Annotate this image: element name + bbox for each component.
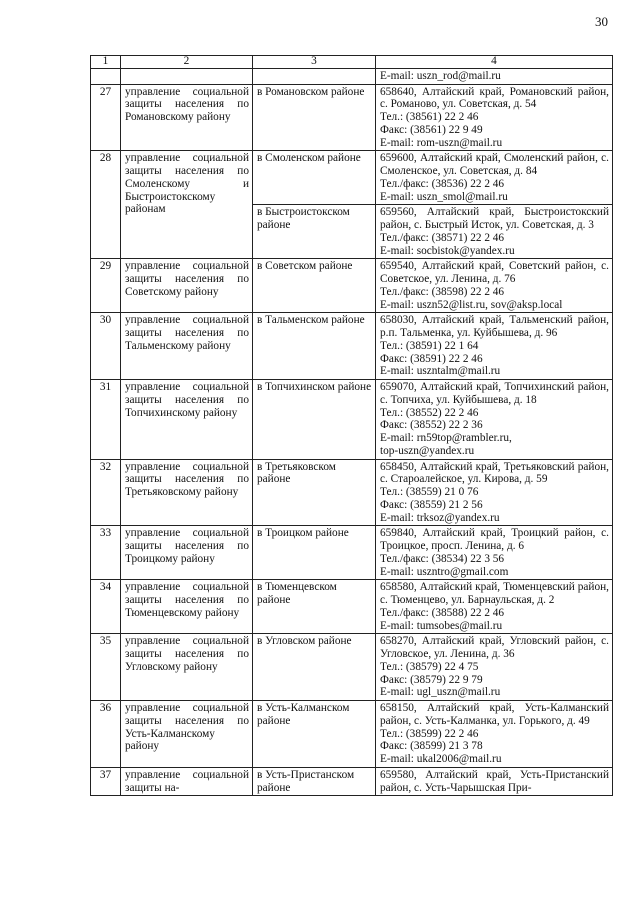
organization-name: управление социальной защиты на- [121,767,253,796]
header-cell: 2 [121,56,253,69]
organization-name: управление социальной защиты населения по Смоленскому и Быстроистокскому районам [121,151,253,259]
contact-line: 658030, Алтайский край, Тальменский район, р.п. Тальменка, ул. Куйбышева, д. 96 [380,314,609,340]
contact-line: Факс: (38561) 22 9 49 [380,123,483,136]
contact-details [376,205,613,259]
contact-line: Тел.: (38591) 22 1 64 [380,339,479,352]
contact-details [376,313,613,380]
contact-line: Тел./факс: (38571) 22 2 46 [380,231,505,244]
contact-line: Тел./факс: (38598) 22 2 46 [380,285,505,298]
table-row [91,313,613,380]
contact-line: E-mail: socbistok@yandex.ru [380,244,515,257]
contact-line: Тел.: (38579) 22 4 75 [380,660,479,673]
contact-details [376,701,613,768]
table-row [91,526,613,580]
table-row [91,634,613,701]
contact-details [376,259,613,313]
contact-details [376,84,613,151]
table-row [91,459,613,526]
row-number: 34 [91,580,121,634]
contact-line: Факс: (38552) 22 2 36 [380,419,483,432]
contact-details [376,634,613,701]
table-row [91,767,613,796]
contact-line: Факс: (38559) 21 2 56 [380,498,483,511]
row-number: 28 [91,151,121,259]
contact-details [376,459,613,526]
contact-line: 659600, Алтайский край, Смоленский район, с. Смоленское, ул. Советская, д. 84 [380,152,609,178]
contact-line: 658270, Алтайский край, Угловский район, с. Угловское, ул. Ленина, д. 36 [380,635,609,661]
contact-line: Факс: (38579) 22 9 79 [380,673,483,686]
contact-line: Тел.: (38559) 21 0 76 [380,486,479,499]
organization-name: управление социальной защиты населения по Усть-Калманскому району [121,701,253,768]
header-cell: 4 [376,56,613,69]
organization-name: управление социальной защиты населения по Романовскому району [121,84,253,151]
header-cell: 1 [91,56,121,69]
social-protection-offices-table [90,55,613,796]
header-row [91,56,613,69]
service-area: в Романовском районе [253,84,376,151]
table-row [91,580,613,634]
row-number: 36 [91,701,121,768]
service-area: в Угловском районе [253,634,376,701]
contact-details [376,380,613,460]
service-area: в Быстроистокском районе [253,205,376,259]
contact-line: E-mail: rn59top@rambler.ru, [380,432,512,445]
contact-line: E-mail: trksoz@yandex.ru [380,511,500,524]
organization-name: управление социальной защиты населения по Топчихинскому району [121,380,253,460]
contact-line: E-mail: ugl_uszn@mail.ru [380,686,501,699]
contact-line: Тел.: (38599) 22 2 46 [380,727,479,740]
row-number: 30 [91,313,121,380]
organization-name: управление социальной защиты населения по Тюменцевскому району [121,580,253,634]
table-row [91,259,613,313]
contact-line: E-mail: rom-uszn@mail.ru [380,136,503,149]
contact-line: 659580, Алтайский край, Усть-Пристанский район, с. Усть-Чарышская При- [380,768,609,794]
table-row [91,68,613,84]
contact-line: 659840, Алтайский край, Троицкий район, с. Троицкое, просп. Ленина, д. 6 [380,527,609,553]
row-number: 27 [91,84,121,151]
service-area: в Тюменцевском районе [253,580,376,634]
service-area: в Тальменском районе [253,313,376,380]
organization-name: управление социальной защиты населения по Советскому району [121,259,253,313]
table-row [91,151,613,205]
contact-line: E-mail: uszntro@gmail.com [380,565,509,578]
table-row [91,84,613,151]
contact-line: E-mail: uszn_smol@mail.ru [380,190,508,203]
organization-name: управление социальной защиты населения по Третьяковскому району [121,459,253,526]
service-area: в Усть-Калманском районе [253,701,376,768]
contact-line: Тел.: (38552) 22 2 46 [380,406,479,419]
organization-name: управление социальной защиты населения по Троицкому району [121,526,253,580]
contact-line: Факс: (38599) 21 3 78 [380,740,483,753]
service-area: в Усть-Пристанском районе [253,767,376,796]
contact-line: Тел./факс: (38534) 22 3 56 [380,552,505,565]
contact-details [376,580,613,634]
organization-name: управление социальной защиты населения по Тальменскому району [121,313,253,380]
service-area [253,68,376,84]
contact-line: Тел.: (38561) 22 2 46 [380,111,479,124]
contact-line: E-mail: uszn52@list.ru, sov@aksp.local [380,298,563,311]
contact-details [376,151,613,205]
table-header [91,56,613,69]
page-number: 30 [595,14,608,29]
contact-line: 658640, Алтайский край, Романовский район, с. Романово, ул. Советская, д. 54 [380,85,609,111]
contact-line: Тел./факс: (38536) 22 2 46 [380,177,505,190]
organization-name: управление социальной защиты населения по Угловскому району [121,634,253,701]
service-area: в Топчихинском районе [253,380,376,460]
row-number [91,68,121,84]
contact-line: 658150, Алтайский край, Усть-Калманский район, с. Усть-Калманка, ул. Горького, д. 49 [380,702,609,727]
contact-line: 658450, Алтайский край, Третьяковский район, с. Староалейское, ул. Кирова, д. 59 [380,460,609,486]
row-number: 37 [91,767,121,796]
table-row [91,380,613,460]
row-number: 32 [91,459,121,526]
contact-details [376,767,613,796]
contact-line: top-uszn@yandex.ru [380,444,475,457]
contact-line: 659070, Алтайский край, Топчихинский район, с. Топчиха, ул. Куйбышева, д. 18 [380,381,609,406]
contact-details [376,68,613,84]
table-body [91,68,613,796]
organization-name [121,68,253,84]
contact-line: E-mail: ukal2006@mail.ru [380,753,502,766]
service-area: в Третьяковском районе [253,459,376,526]
service-area: в Смоленском районе [253,151,376,205]
service-area: в Троицком районе [253,526,376,580]
contact-line: E-mail: uszn_rod@mail.ru [380,69,501,82]
row-number: 31 [91,380,121,460]
contact-line: E-mail: tumsobes@mail.ru [380,619,503,632]
service-area: в Советском районе [253,259,376,313]
header-cell: 3 [253,56,376,69]
table-row [91,701,613,768]
contact-line: 658580, Алтайский край, Тюменцевский район, с. Тюменцево, ул. Барнаульская, д. 2 [380,581,609,607]
contact-details [376,526,613,580]
contact-line: E-mail: uszntalm@mail.ru [380,365,501,378]
row-number: 33 [91,526,121,580]
contact-line: 659560, Алтайский край, Быстроистокский район, с. Быстрый Исток, ул. Советская, д. 3 [380,206,609,232]
row-number: 29 [91,259,121,313]
contact-line: Факс: (38591) 22 2 46 [380,352,483,365]
contact-line: Тел./факс: (38588) 22 2 46 [380,606,505,619]
row-number: 35 [91,634,121,701]
contact-line: 659540, Алтайский край, Советский район, с. Советское, ул. Ленина, д. 76 [380,260,609,286]
